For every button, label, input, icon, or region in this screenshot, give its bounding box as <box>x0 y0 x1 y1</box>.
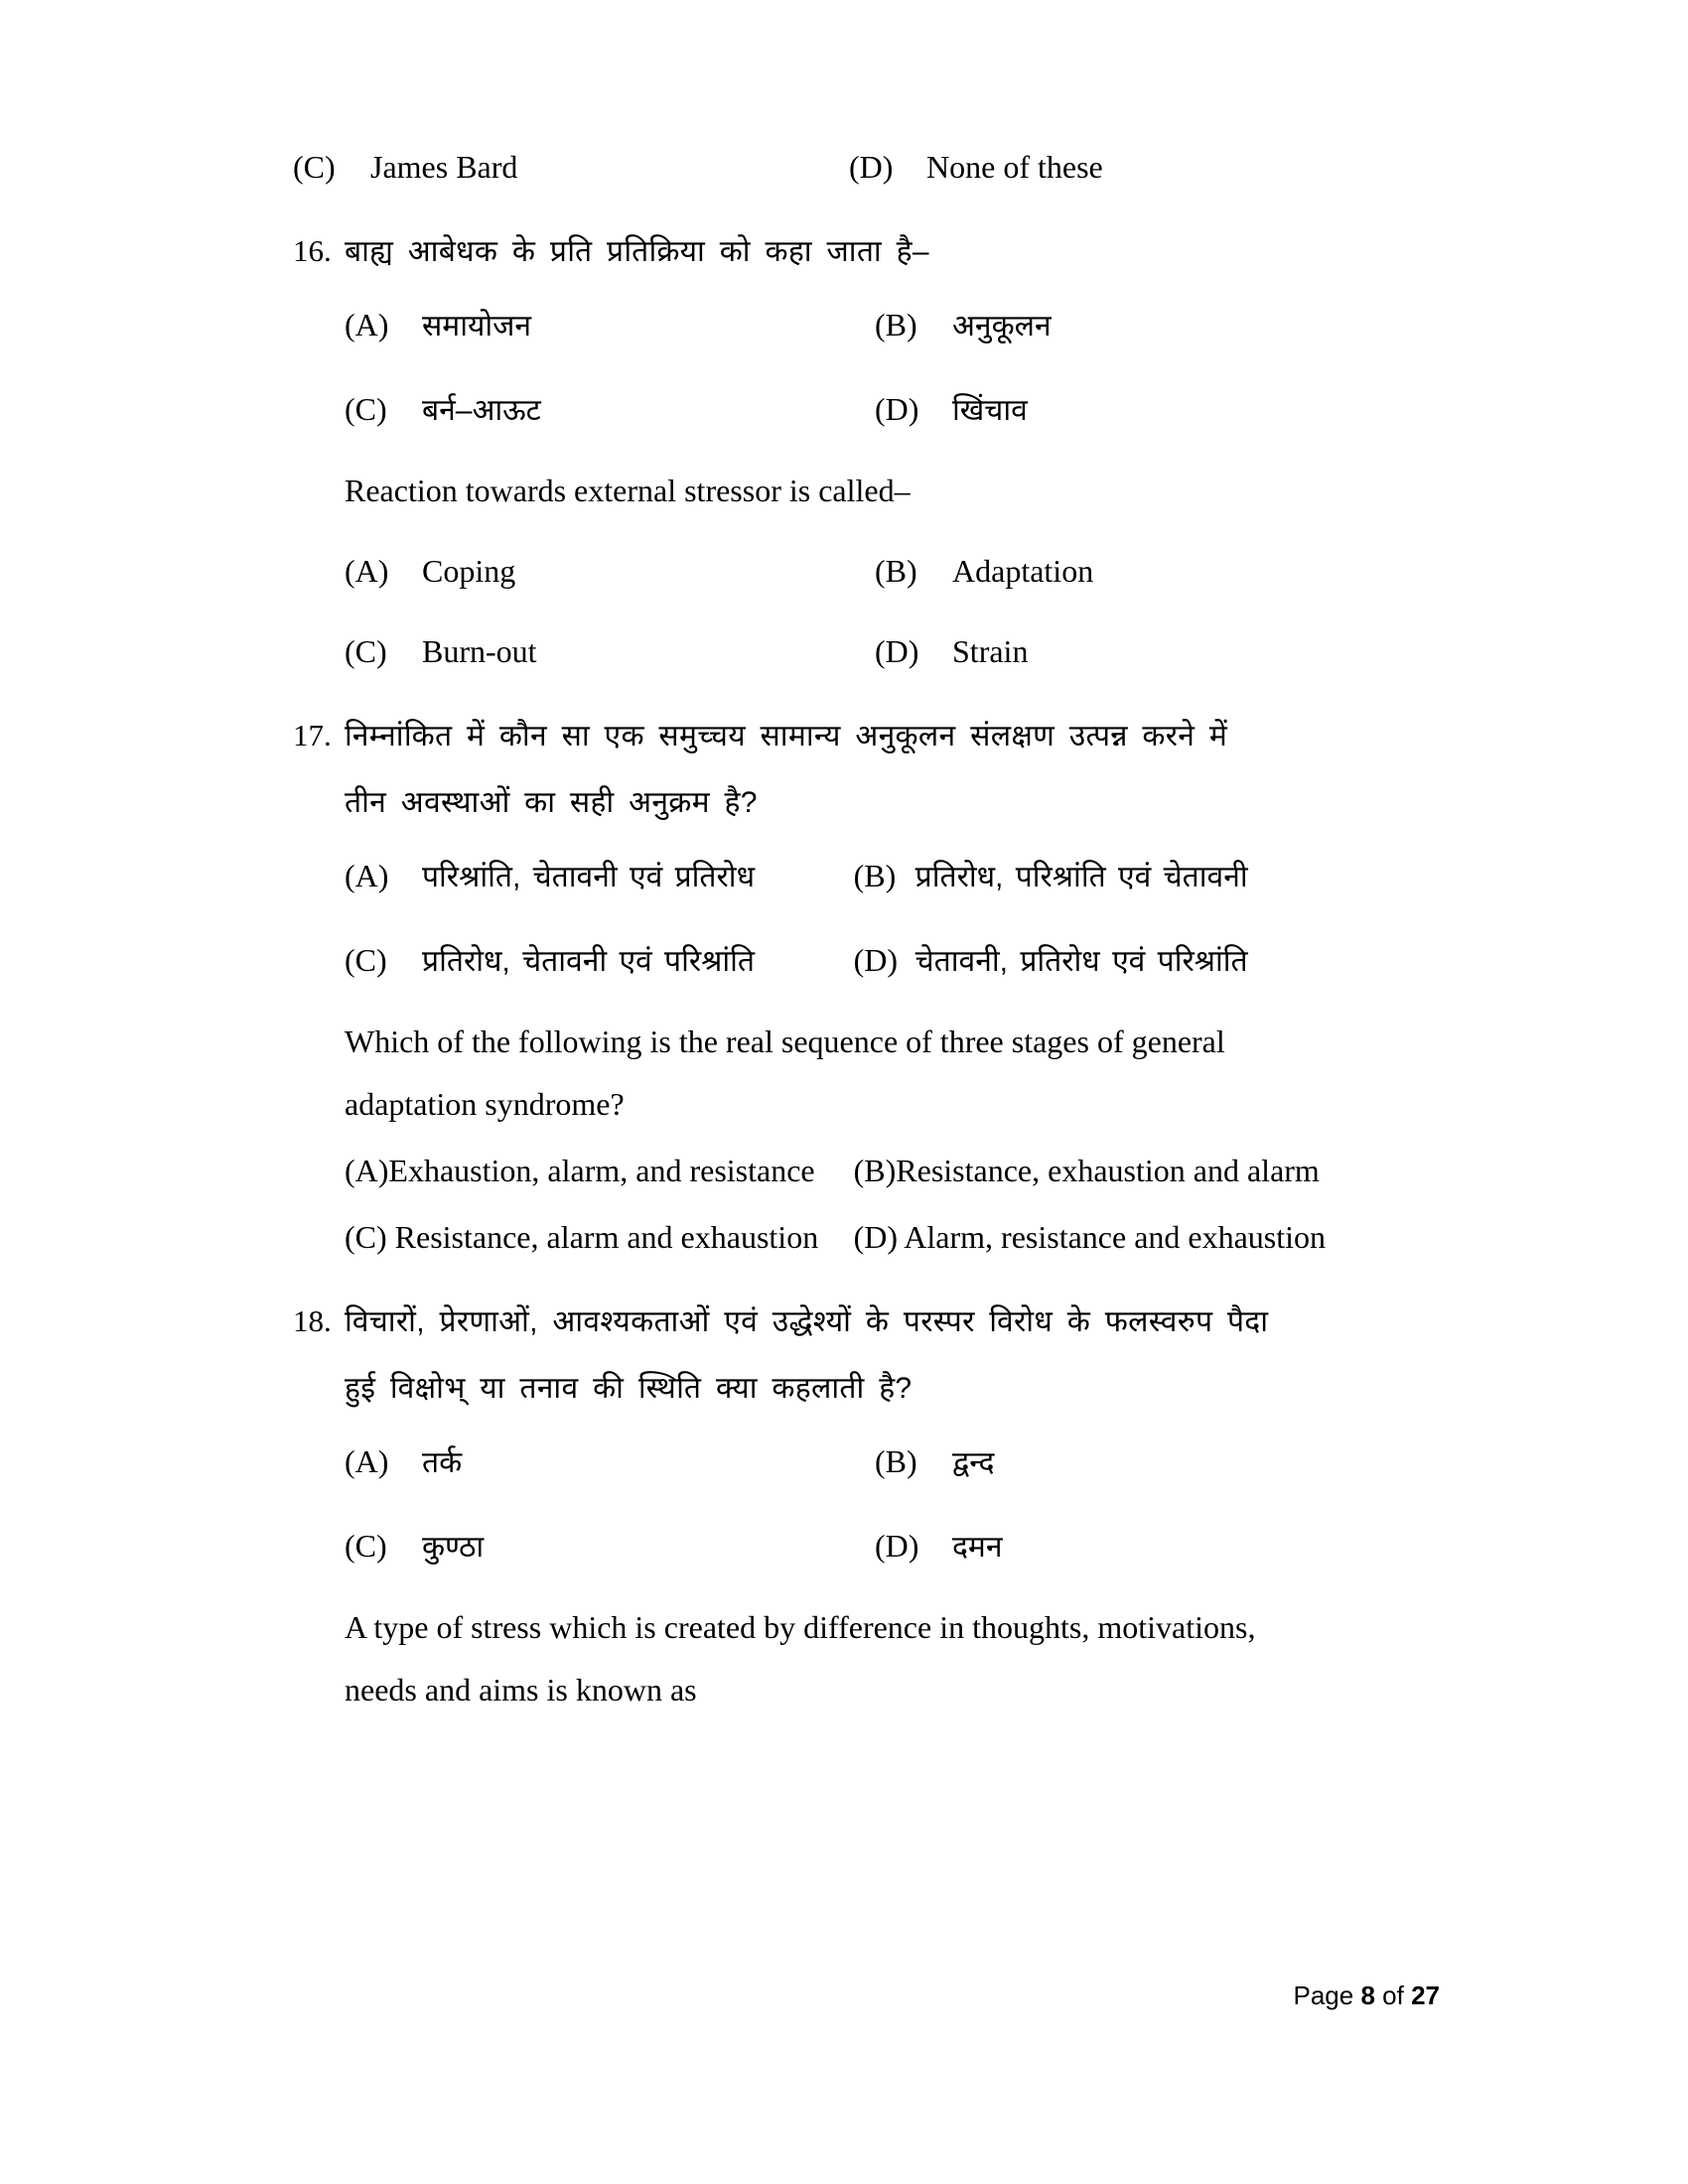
footer-prefix: Page <box>1293 1980 1354 2010</box>
option-a <box>345 1153 854 1189</box>
option-text: समायोजन <box>422 310 532 342</box>
option-b <box>854 855 1384 895</box>
option-text: (D) Alarm, resistance and exhaustion <box>853 1219 1327 1255</box>
question-stem-text: adaptation syndrome? <box>345 1086 625 1122</box>
option-row <box>345 939 1405 980</box>
option-text: (C) Resistance, alarm and exhaustion <box>345 1219 819 1255</box>
option-label: (B) <box>875 307 917 342</box>
option-text: तर्क <box>422 1446 463 1479</box>
option-label: (C) <box>345 633 387 669</box>
option-a <box>345 304 875 344</box>
option-text: Burn-out <box>422 633 537 669</box>
option-d <box>854 1219 1384 1256</box>
option-text: दमन <box>952 1531 1003 1564</box>
option-d <box>875 388 1405 429</box>
option-d <box>875 1525 1405 1566</box>
option-row <box>345 388 1405 429</box>
option-b <box>875 1440 1405 1481</box>
option-label: (D) <box>849 149 894 185</box>
option-row <box>345 553 1405 590</box>
option-row <box>345 1219 1405 1256</box>
option-row <box>345 1525 1405 1566</box>
option-text: प्रतिरोध, परिश्रांति एवं चेतावनी <box>914 861 1248 893</box>
question-number: 16. <box>293 233 332 268</box>
question-number: 17. <box>293 718 332 752</box>
footer-total-pages: 27 <box>1411 1980 1440 2010</box>
option-text: James Bard <box>370 149 518 185</box>
option-b <box>854 1153 1384 1189</box>
option-label: (A) <box>345 307 389 342</box>
option-label: (C) <box>345 942 387 978</box>
option-text: (B)Resistance, exhaustion and alarm <box>853 1153 1320 1188</box>
option-a <box>345 553 875 590</box>
option-b <box>875 553 1405 590</box>
question-17-options-english <box>293 1153 1405 1256</box>
question-stem-text: A type of stress which is created by difference in thoughts, motivations, <box>345 1609 1256 1645</box>
option-label: (B) <box>853 858 897 893</box>
option-label: (C) <box>345 391 387 427</box>
option-text: बर्न–आऊट <box>422 394 541 427</box>
option-label: (B) <box>875 1443 917 1479</box>
option-d <box>854 939 1384 980</box>
option-c <box>345 939 854 980</box>
option-label: (A) <box>345 553 389 589</box>
option-label: (A) <box>345 1443 389 1479</box>
option-label: (C) <box>345 1528 387 1564</box>
question-stem-text: निम्नांकित में कौन सा एक समुच्चय सामान्य अनुकूलन संलक्षण उत्पन्न करने में <box>345 720 1228 752</box>
option-text: प्रतिरोध, चेतावनी एवं परिश्रांति <box>422 945 756 978</box>
question-stem-text: बाह्य आबेधक के प्रति प्रतिक्रिया को कहा जाता है– <box>345 235 929 268</box>
option-d <box>875 633 1405 670</box>
option-text: None of these <box>926 149 1103 185</box>
option-text: Strain <box>952 633 1029 669</box>
question-16-options-hindi <box>293 304 1405 429</box>
option-text: Adaptation <box>952 553 1094 589</box>
option-label: (B) <box>875 553 917 589</box>
option-label: (D) <box>875 391 919 427</box>
question-18 <box>293 1299 1405 1708</box>
footer-current-page: 8 <box>1360 1980 1375 2010</box>
option-row <box>345 1440 1405 1481</box>
question-18-stem-english-line-2 <box>293 1672 1405 1708</box>
option-row <box>345 633 1405 670</box>
option-label: (D) <box>853 942 899 978</box>
question-17-options-hindi <box>293 855 1405 980</box>
question-18-options-hindi <box>293 1440 1405 1566</box>
question-stem-text: Which of the following is the real sequence of three stages of general <box>345 1024 1225 1059</box>
option-c <box>345 1525 875 1566</box>
question-17-stem-hindi-line-1 <box>293 714 1405 754</box>
question-stem-text: विचारों, प्रेरणाओं, आवश्यकताओं एवं उद्धेश्यों के परस्पर विरोध के फलस्वरुप पैदा <box>345 1305 1269 1338</box>
question-16-stem-hindi <box>293 229 1405 270</box>
question-18-stem-english-line-1 <box>293 1609 1405 1646</box>
option-row <box>345 855 1405 895</box>
option-c <box>345 633 875 670</box>
option-c <box>345 388 875 429</box>
carryover-option-row <box>293 149 1405 186</box>
option-b <box>875 304 1405 344</box>
question-18-stem-hindi-line-2 <box>293 1366 1405 1407</box>
option-label: (C) <box>293 149 336 185</box>
question-17-stem-english-line-2 <box>293 1086 1405 1123</box>
footer-separator: of <box>1382 1980 1404 2010</box>
option-row <box>345 304 1405 344</box>
question-17 <box>293 714 1405 1256</box>
question-stem-text: needs and aims is known as <box>345 1672 697 1707</box>
option-label: (D) <box>875 633 919 669</box>
option-c <box>345 1219 854 1256</box>
option-text: कुण्ठा <box>422 1531 485 1564</box>
option-text: अनुकूलन <box>952 310 1052 342</box>
option-c <box>293 149 849 186</box>
option-text: (A)Exhaustion, alarm, and resistance <box>345 1153 815 1188</box>
question-16-stem-english <box>293 473 1405 509</box>
option-a <box>345 855 854 895</box>
option-label: (D) <box>875 1528 919 1564</box>
question-16-options-english <box>293 553 1405 670</box>
option-row <box>345 1153 1405 1189</box>
option-text: द्वन्द <box>952 1446 995 1479</box>
option-text: चेतावनी, प्रतिरोध एवं परिश्रांति <box>914 945 1248 978</box>
question-stem-text: हुई विक्षोभ् या तनाव की स्थिति क्या कहलाती है? <box>345 1372 913 1405</box>
option-label: (A) <box>345 858 389 893</box>
question-stem-text: तीन अवस्थाओं का सही अनुक्रम है? <box>345 786 758 819</box>
option-a <box>345 1440 875 1481</box>
option-text: परिश्रांति, चेतावनी एवं प्रतिरोध <box>422 861 756 893</box>
question-stem-text: Reaction towards external stressor is called– <box>345 473 911 508</box>
question-16 <box>293 229 1405 670</box>
page-content <box>293 149 1405 1708</box>
page-footer <box>0 1980 1688 2011</box>
option-text: Coping <box>422 553 516 589</box>
option-d <box>849 149 1405 186</box>
question-number: 18. <box>293 1303 332 1338</box>
question-18-stem-hindi-line-1 <box>293 1299 1405 1340</box>
question-17-stem-english-line-1 <box>293 1024 1405 1060</box>
option-text: खिंचाव <box>952 394 1028 427</box>
question-17-stem-hindi-line-2 <box>293 780 1405 821</box>
